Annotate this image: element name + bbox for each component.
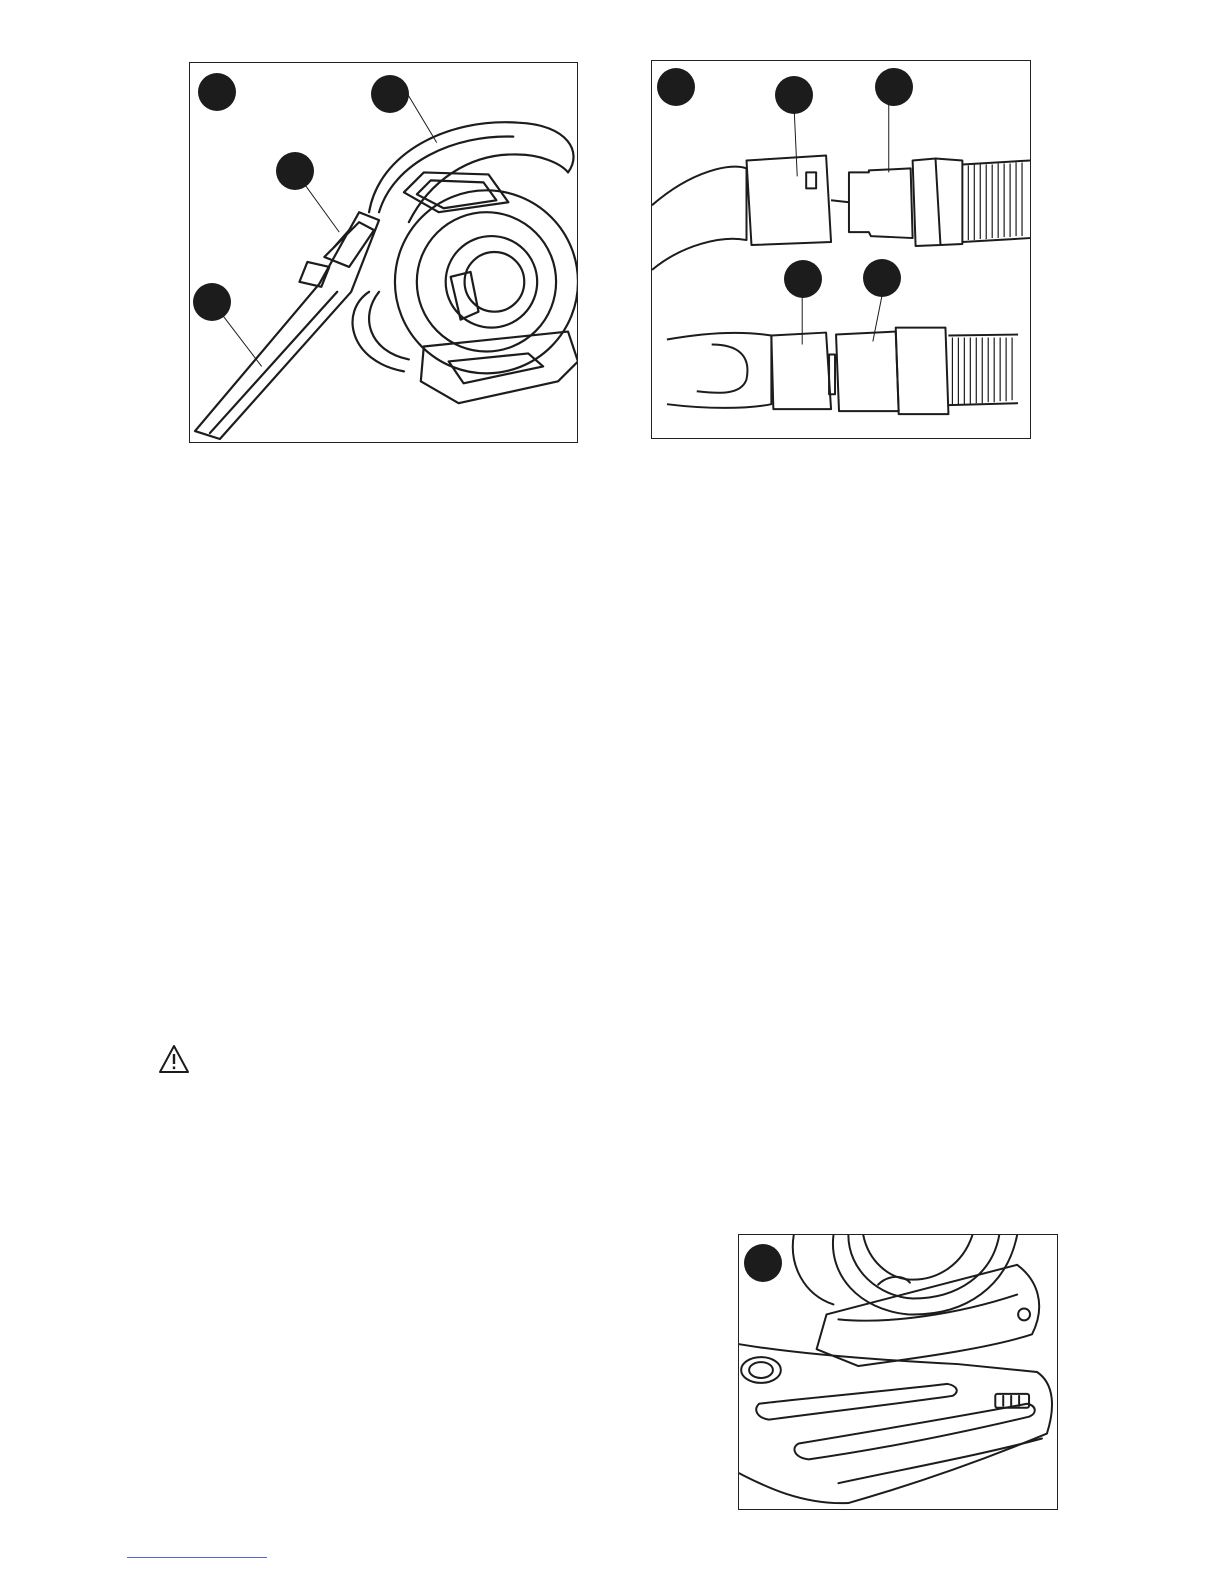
charging-base-illustration bbox=[739, 1235, 1057, 1509]
figure-charging-base bbox=[738, 1234, 1058, 1510]
vacuum-crevice-illustration bbox=[190, 63, 577, 442]
figure-hose-connectors bbox=[651, 60, 1031, 439]
figure-vacuum-crevice-tool bbox=[189, 62, 578, 443]
callout-marker bbox=[276, 152, 314, 190]
callout-marker bbox=[775, 76, 813, 114]
footnote-rule bbox=[127, 1557, 267, 1558]
callout-marker bbox=[875, 68, 913, 106]
callout-marker bbox=[198, 73, 236, 111]
callout-marker bbox=[863, 259, 901, 297]
hose-connectors-illustration bbox=[652, 61, 1030, 438]
warning-triangle-icon bbox=[158, 1044, 190, 1074]
callout-marker bbox=[784, 260, 822, 298]
callout-marker bbox=[657, 68, 695, 106]
callout-marker bbox=[193, 283, 231, 321]
callout-marker bbox=[744, 1244, 782, 1282]
callout-marker bbox=[371, 75, 409, 113]
